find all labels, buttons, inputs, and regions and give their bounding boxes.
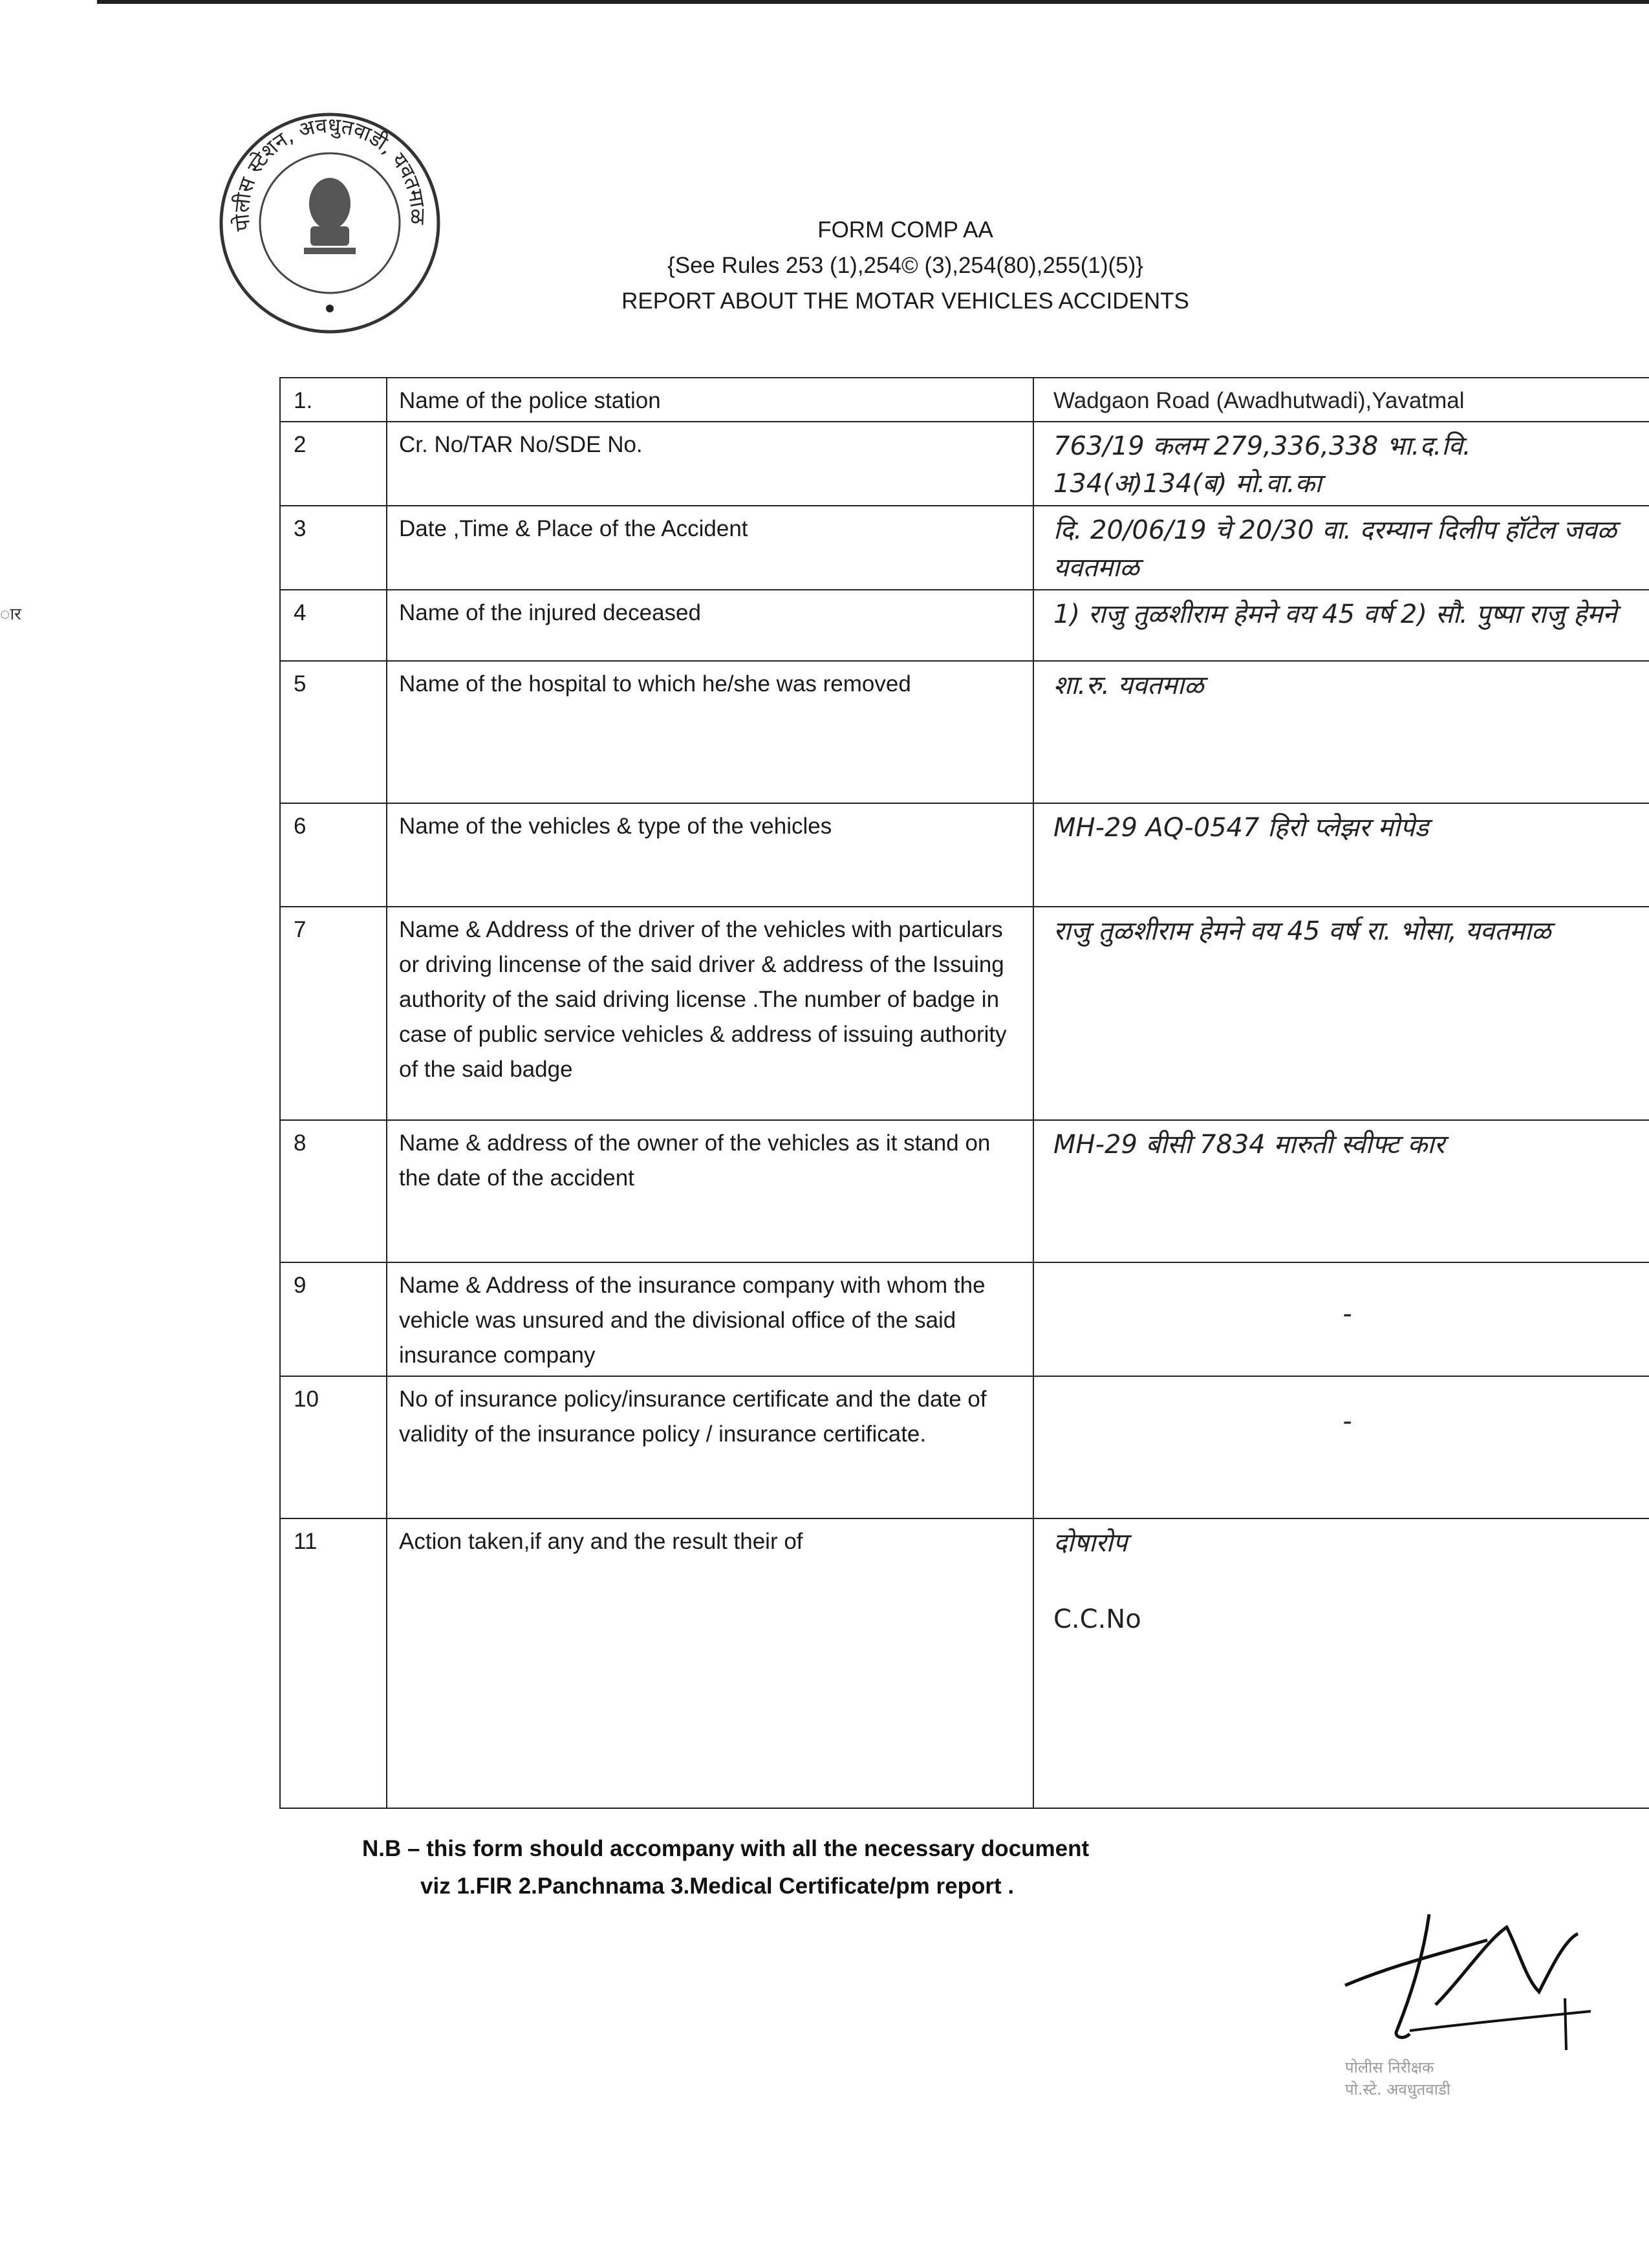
insurance-company-answer: - bbox=[1033, 1262, 1649, 1376]
case-number-text: C.C.No bbox=[1053, 1604, 1141, 1634]
margin-mark: ार bbox=[0, 605, 21, 624]
officer-stamp-line-2: पो.स्टे. अवधुतवाडी bbox=[1345, 2080, 1450, 2099]
table-row bbox=[280, 1120, 1649, 1262]
row-number: 7 bbox=[280, 907, 387, 1120]
row-number: 8 bbox=[280, 1120, 387, 1262]
action-taken-text: दोषारोप bbox=[1053, 1528, 1128, 1558]
row-label: Name & Address of the insurance company with whom the vehicle was unsured and the divisional office of the said insurance company bbox=[387, 1262, 1033, 1376]
officer-stamp bbox=[1345, 2057, 1617, 2101]
table-row bbox=[280, 1376, 1649, 1518]
row-label: Name of the police station bbox=[387, 378, 1033, 422]
form-header bbox=[453, 212, 1358, 319]
emblem-icon bbox=[304, 178, 356, 254]
police-station-answer: Wadgaon Road (Awadhutwadi),Yavatmal bbox=[1033, 378, 1649, 422]
injured-name-answer: 1) राजु तुळशीराम हेमने वय 45 वर्ष 2) सौ. पुष्पा राजु हेमने bbox=[1033, 590, 1649, 661]
row-label: Name of the vehicles & type of the vehicles bbox=[387, 803, 1033, 907]
row-number: 2 bbox=[280, 422, 387, 506]
insurance-policy-answer: - bbox=[1033, 1376, 1649, 1518]
table-row bbox=[280, 422, 1649, 506]
crime-number-answer: 763/19 कलम 279,336,338 भा.द.वि. 134(अ)134(ब) मो.वा.का bbox=[1033, 422, 1649, 506]
vehicle-answer: MH-29 AQ-0547 हिरो प्लेझर मोपेड bbox=[1033, 803, 1649, 907]
action-taken-answer bbox=[1033, 1518, 1649, 1808]
row-number: 11 bbox=[280, 1518, 387, 1808]
row-number: 10 bbox=[280, 1376, 387, 1518]
table-row bbox=[280, 661, 1649, 803]
accident-date-answer: दि. 20/06/19 चे 20/30 वा. दरम्यान दिलीप हॉटेल जवळ यवतमाळ bbox=[1033, 506, 1649, 590]
table-row bbox=[280, 1518, 1649, 1808]
owner-answer: MH-29 बीसी 7834 मारुती स्वीफ्ट कार bbox=[1033, 1120, 1649, 1262]
note-line-2: viz 1.FIR 2.Panchnama 3.Medical Certificate/pm report . bbox=[420, 1874, 1015, 1899]
top-border-line bbox=[97, 0, 1649, 4]
seal-text: पोलीस स्टेशन, अवधुतवाडी, यवतमाळ bbox=[229, 113, 431, 233]
row-number: 6 bbox=[280, 803, 387, 907]
row-number: 5 bbox=[280, 661, 387, 803]
police-station-seal bbox=[213, 107, 446, 340]
row-label: Name & address of the owner of the vehicles as it stand on the date of the accident bbox=[387, 1120, 1033, 1262]
row-label: No of insurance policy/insurance certificate and the date of validity of the insurance policy / insurance certificate. bbox=[387, 1376, 1033, 1518]
row-label: Date ,Time & Place of the Accident bbox=[387, 506, 1033, 590]
form-rules: {See Rules 253 (1),254© (3),254(80),255(1)(5)} bbox=[667, 253, 1143, 278]
row-label: Action taken,if any and the result their of bbox=[387, 1518, 1033, 1808]
table-row bbox=[280, 378, 1649, 422]
row-label: Name of the injured deceased bbox=[387, 590, 1033, 661]
accident-report-table bbox=[279, 377, 1649, 1809]
table-row bbox=[280, 907, 1649, 1120]
row-label: Cr. No/TAR No/SDE No. bbox=[387, 422, 1033, 506]
row-label: Name & Address of the driver of the vehicles with particulars or driving lincense of the said driver & address of the Issuing authority of the said driving license .The number of badge in case of public service vehicles & address of issuing authority of the said badge bbox=[387, 907, 1033, 1120]
row-number: 3 bbox=[280, 506, 387, 590]
row-number: 4 bbox=[280, 590, 387, 661]
officer-stamp-line-1: पोलीस निरीक्षक bbox=[1345, 2058, 1434, 2077]
driver-answer: राजु तुळशीराम हेमने वय 45 वर्ष रा. भोसा, यवतमाळ bbox=[1033, 907, 1649, 1120]
table-row bbox=[280, 506, 1649, 590]
row-number: 1. bbox=[280, 378, 387, 422]
row-label: Name of the hospital to which he/she was removed bbox=[387, 661, 1033, 803]
officer-signature bbox=[1332, 1901, 1617, 2069]
hospital-answer: शा.रु. यवतमाळ bbox=[1033, 661, 1649, 803]
note-line-1: N.B – this form should accompany with all the necessary document bbox=[362, 1836, 1090, 1861]
row-number: 9 bbox=[280, 1262, 387, 1376]
form-subtitle: REPORT ABOUT THE MOTAR VEHICLES ACCIDENTS bbox=[621, 288, 1189, 314]
table-row bbox=[280, 590, 1649, 661]
form-title: FORM COMP AA bbox=[817, 217, 993, 243]
footer-note bbox=[362, 1830, 1526, 1905]
seal-star-icon bbox=[326, 305, 334, 312]
table-row bbox=[280, 1262, 1649, 1376]
table-row bbox=[280, 803, 1649, 907]
